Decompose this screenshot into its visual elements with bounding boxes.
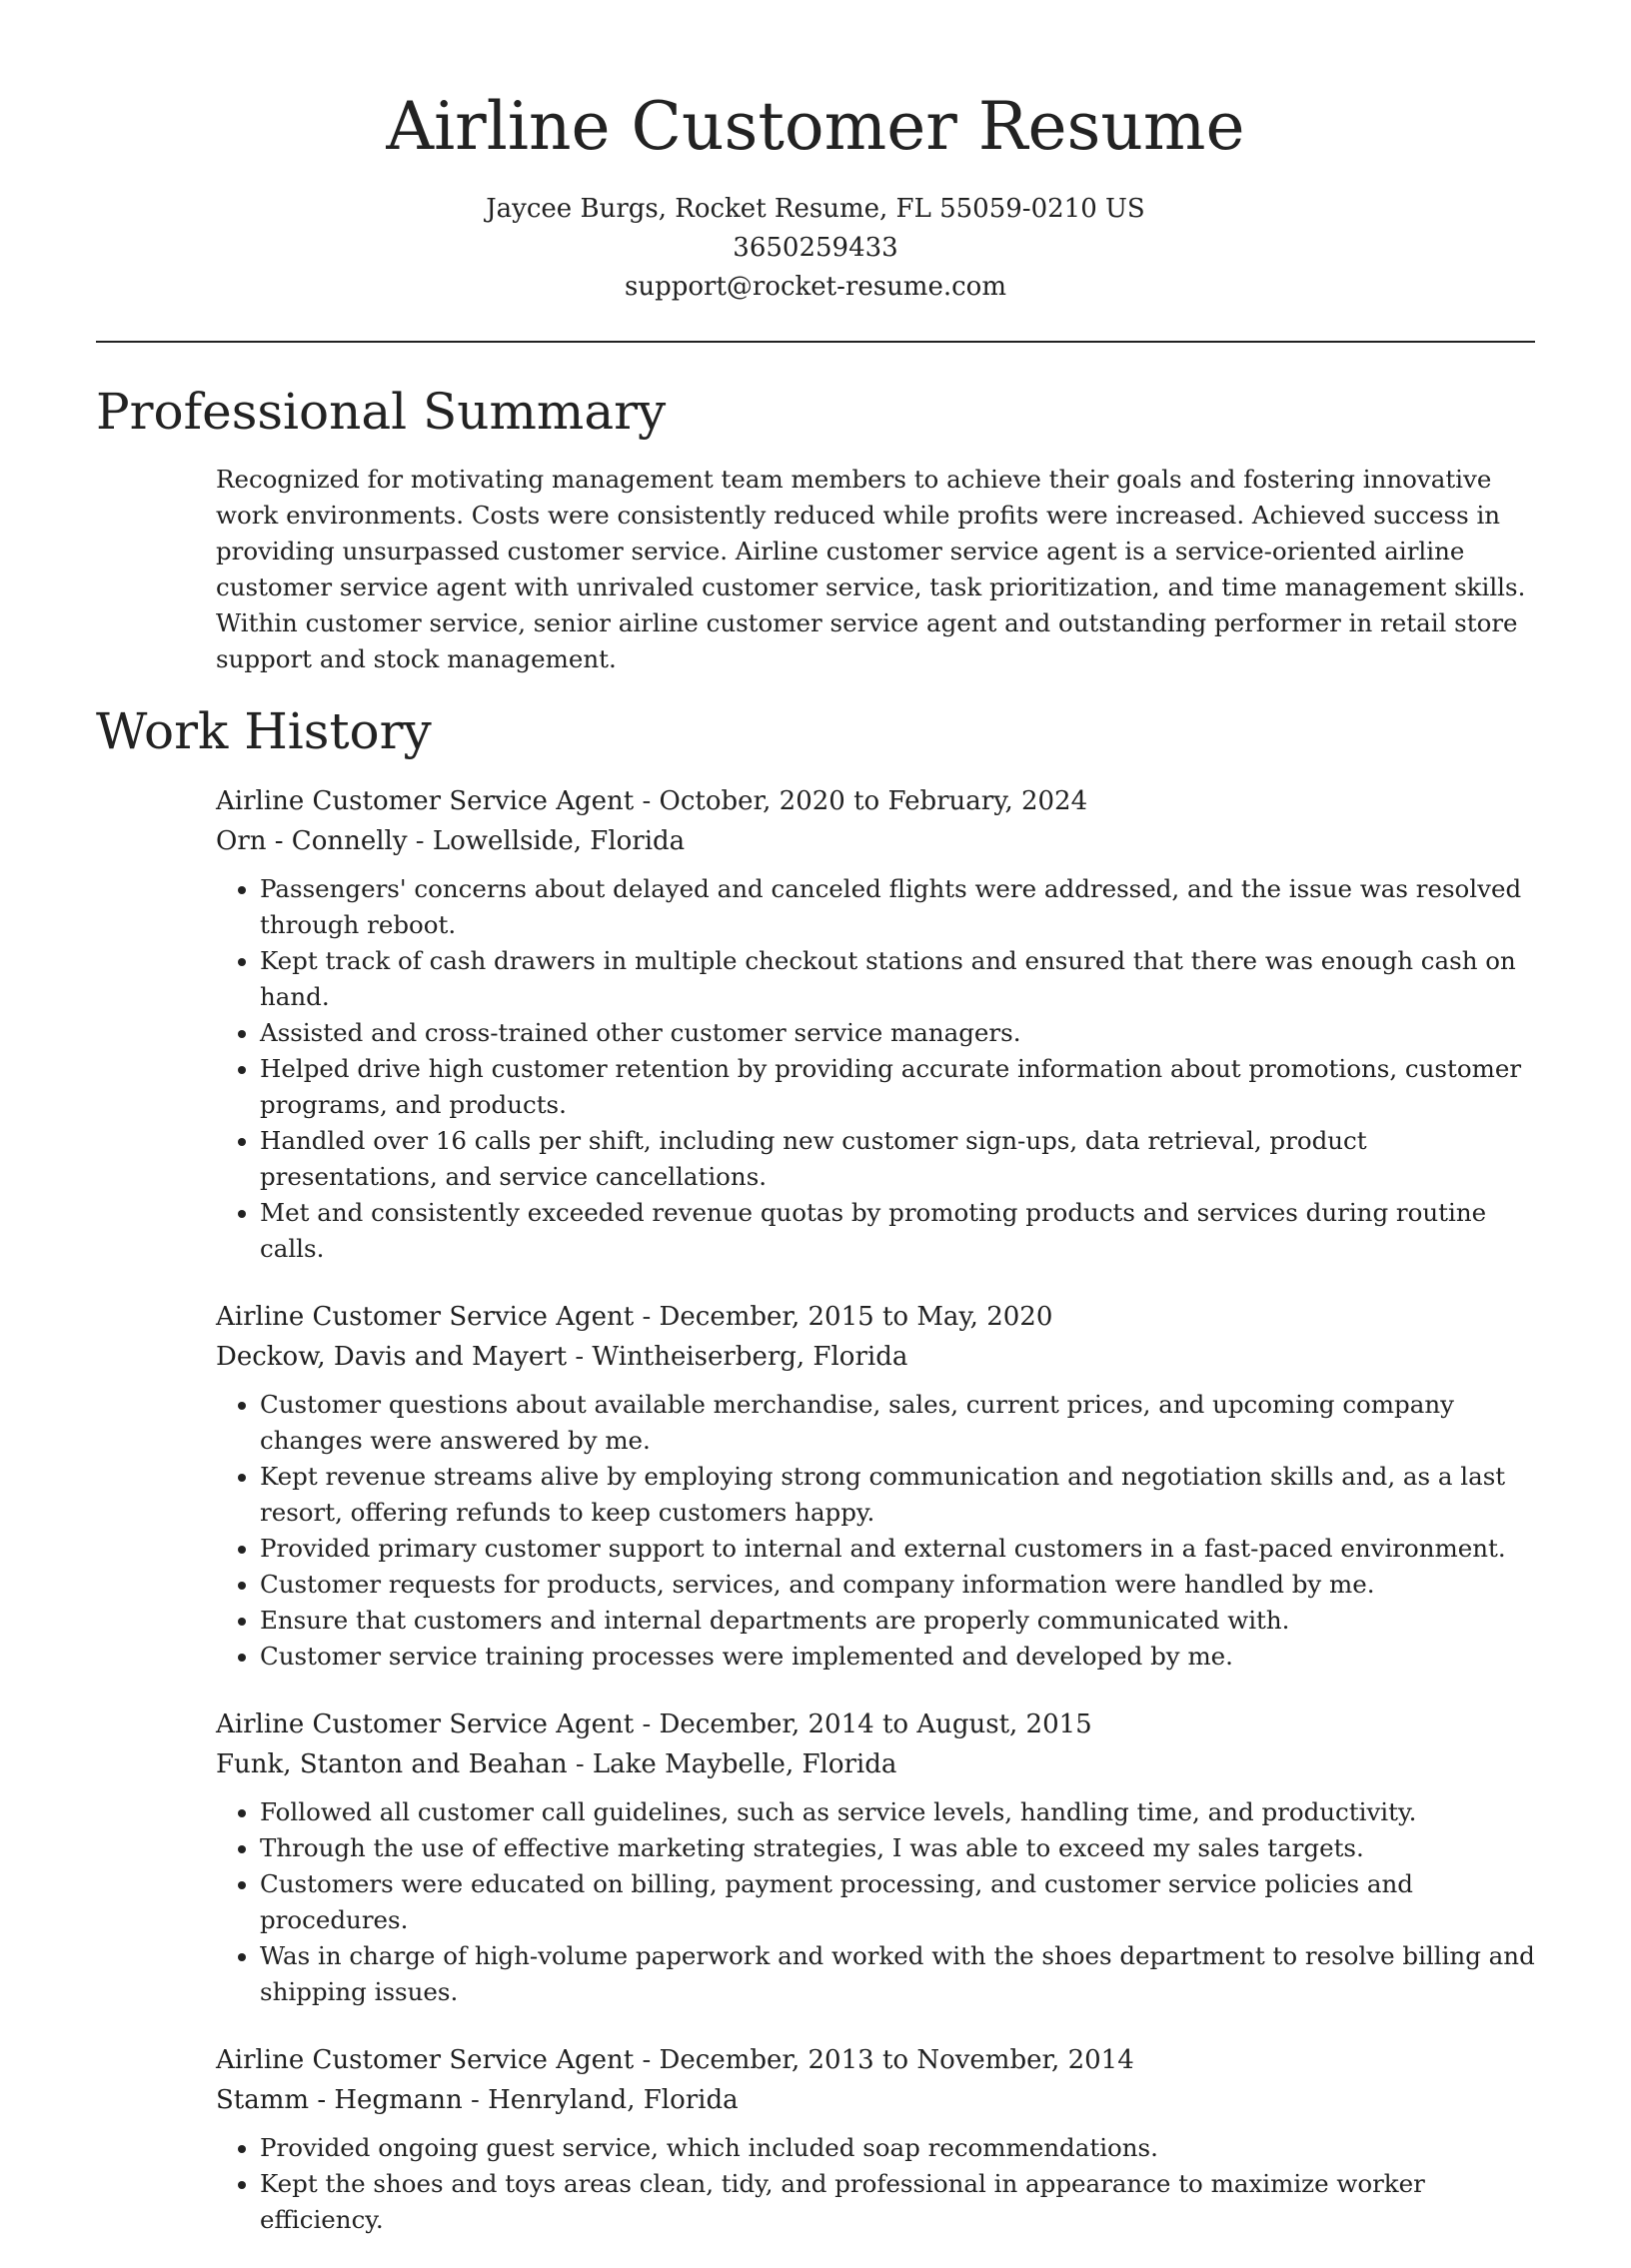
job-duties-list [216, 1387, 1535, 1675]
contact-email: support@rocket-resume.com [624, 272, 1006, 302]
contact-phone: 3650259433 [733, 233, 898, 263]
job-company: Orn - Connelly [216, 826, 408, 856]
job-entry [216, 1297, 1535, 1675]
list-item: • Followed all customer call guidelines, such as service levels, handling time, and productivity. [260, 1794, 1535, 1830]
job-company-line [216, 2080, 1535, 2120]
job-duties-list [216, 2130, 1535, 2238]
job-company-line [216, 821, 1535, 861]
work-history-heading: Work History [96, 702, 432, 760]
summary-text: Recognized for motivating management team members to achieve their goals and fostering innovative work environments. Costs were consistently reduced while profits were increased. Achieved success in providing unsurpassed customer service. Airline customer service agent is a service-oriented airline customer service agent with unrivaled customer service, task prioritization, and time management skills. Within customer service, senior airline customer service agent and outstanding performer in retail store support and stock management. [216, 465, 1526, 673]
list-item: • Kept track of cash drawers in multiple checkout stations and ensured that there was enough cash on hand. [260, 943, 1535, 1015]
job-entry [216, 781, 1535, 1267]
job-title: Airline Customer Service Agent [216, 2045, 635, 2075]
contact-block [0, 190, 1631, 307]
list-item: • Kept revenue streams alive by employing strong communication and negotiation skills and, as a last resort, offering refunds to keep customers happy. [260, 1459, 1535, 1531]
job-company: Funk, Stanton and Beahan [216, 1749, 568, 1779]
header-divider [96, 341, 1535, 343]
list-item: • Met and consistently exceeded revenue quotas by promoting products and services during routine calls. [260, 1195, 1535, 1267]
job-dates: December, 2015 to May, 2020 [659, 1302, 1053, 1332]
list-item: • Provided ongoing guest service, which included soap recommendations. [260, 2130, 1535, 2166]
summary-heading: Professional Summary [96, 383, 667, 441]
job-entry [216, 1704, 1535, 2010]
list-item: • Ensure that customers and internal departments are properly communicated with. [260, 1603, 1535, 1639]
job-title-line [216, 1297, 1535, 1337]
list-item: • Customer service training processes were implemented and developed by me. [260, 1639, 1535, 1675]
job-separator: - [567, 1749, 593, 1779]
job-location: Wintheiserberg, Florida [592, 1342, 908, 1372]
list-item: • Helped drive high customer retention by providing accurate information about promotions, customer programs, and products. [260, 1051, 1535, 1123]
job-dates: December, 2014 to August, 2015 [659, 1709, 1092, 1739]
job-separator: - [634, 786, 660, 816]
job-company: Deckow, Davis and Mayert [216, 1342, 568, 1372]
job-company-line [216, 1744, 1535, 1784]
job-separator: - [462, 2085, 489, 2115]
list-item: • Passengers' concerns about delayed and canceled flights were addressed, and the issue was resolved through reboot. [260, 871, 1535, 943]
job-dates: October, 2020 to February, 2024 [659, 786, 1088, 816]
job-location: Henryland, Florida [488, 2085, 739, 2115]
job-location: Lake Maybelle, Florida [592, 1749, 897, 1779]
job-title-line [216, 1704, 1535, 1744]
list-item: • Kept the shoes and toys areas clean, tidy, and professional in appearance to maximize worker efficiency. [260, 2166, 1535, 2238]
job-company-line [216, 1337, 1535, 1377]
job-title-line [216, 781, 1535, 821]
job-duties-list [216, 1794, 1535, 2010]
job-separator: - [567, 1342, 593, 1372]
job-separator: - [634, 1709, 660, 1739]
list-item: • Through the use of effective marketing strategies, I was able to exceed my sales targets. [260, 1830, 1535, 1866]
list-item: • Customer requests for products, services, and company information were handled by me. [260, 1567, 1535, 1603]
job-dates: December, 2013 to November, 2014 [659, 2045, 1134, 2075]
job-separator: - [634, 1302, 660, 1332]
job-title-line [216, 2040, 1535, 2080]
list-item: • Was in charge of high-volume paperwork and worked with the shoes department to resolve billing and shipping issues. [260, 1938, 1535, 2010]
job-title: Airline Customer Service Agent [216, 1709, 635, 1739]
resume-title: Airline Customer Resume [386, 88, 1245, 165]
job-separator: - [634, 2045, 660, 2075]
list-item: • Provided primary customer support to internal and external customers in a fast-paced environment. [260, 1531, 1535, 1567]
contact-address: Jaycee Burgs, Rocket Resume, FL 55059-0210 US [486, 194, 1145, 224]
list-item: • Handled over 16 calls per shift, including new customer sign-ups, data retrieval, product presentations, and service cancellations. [260, 1123, 1535, 1195]
job-title: Airline Customer Service Agent [216, 786, 635, 816]
job-title: Airline Customer Service Agent [216, 1302, 635, 1332]
work-history-list [216, 781, 1535, 2268]
list-item: • Customer questions about available merchandise, sales, current prices, and upcoming company changes were answered by me. [260, 1387, 1535, 1459]
list-item: • Customers were educated on billing, payment processing, and customer service policies and procedures. [260, 1866, 1535, 1938]
job-company: Stamm - Hegmann [216, 2085, 463, 2115]
job-separator: - [407, 826, 433, 856]
job-entry [216, 2040, 1535, 2238]
job-duties-list [216, 871, 1535, 1267]
job-location: Lowellside, Florida [432, 826, 686, 856]
list-item: • Assisted and cross-trained other customer service managers. [260, 1015, 1535, 1051]
